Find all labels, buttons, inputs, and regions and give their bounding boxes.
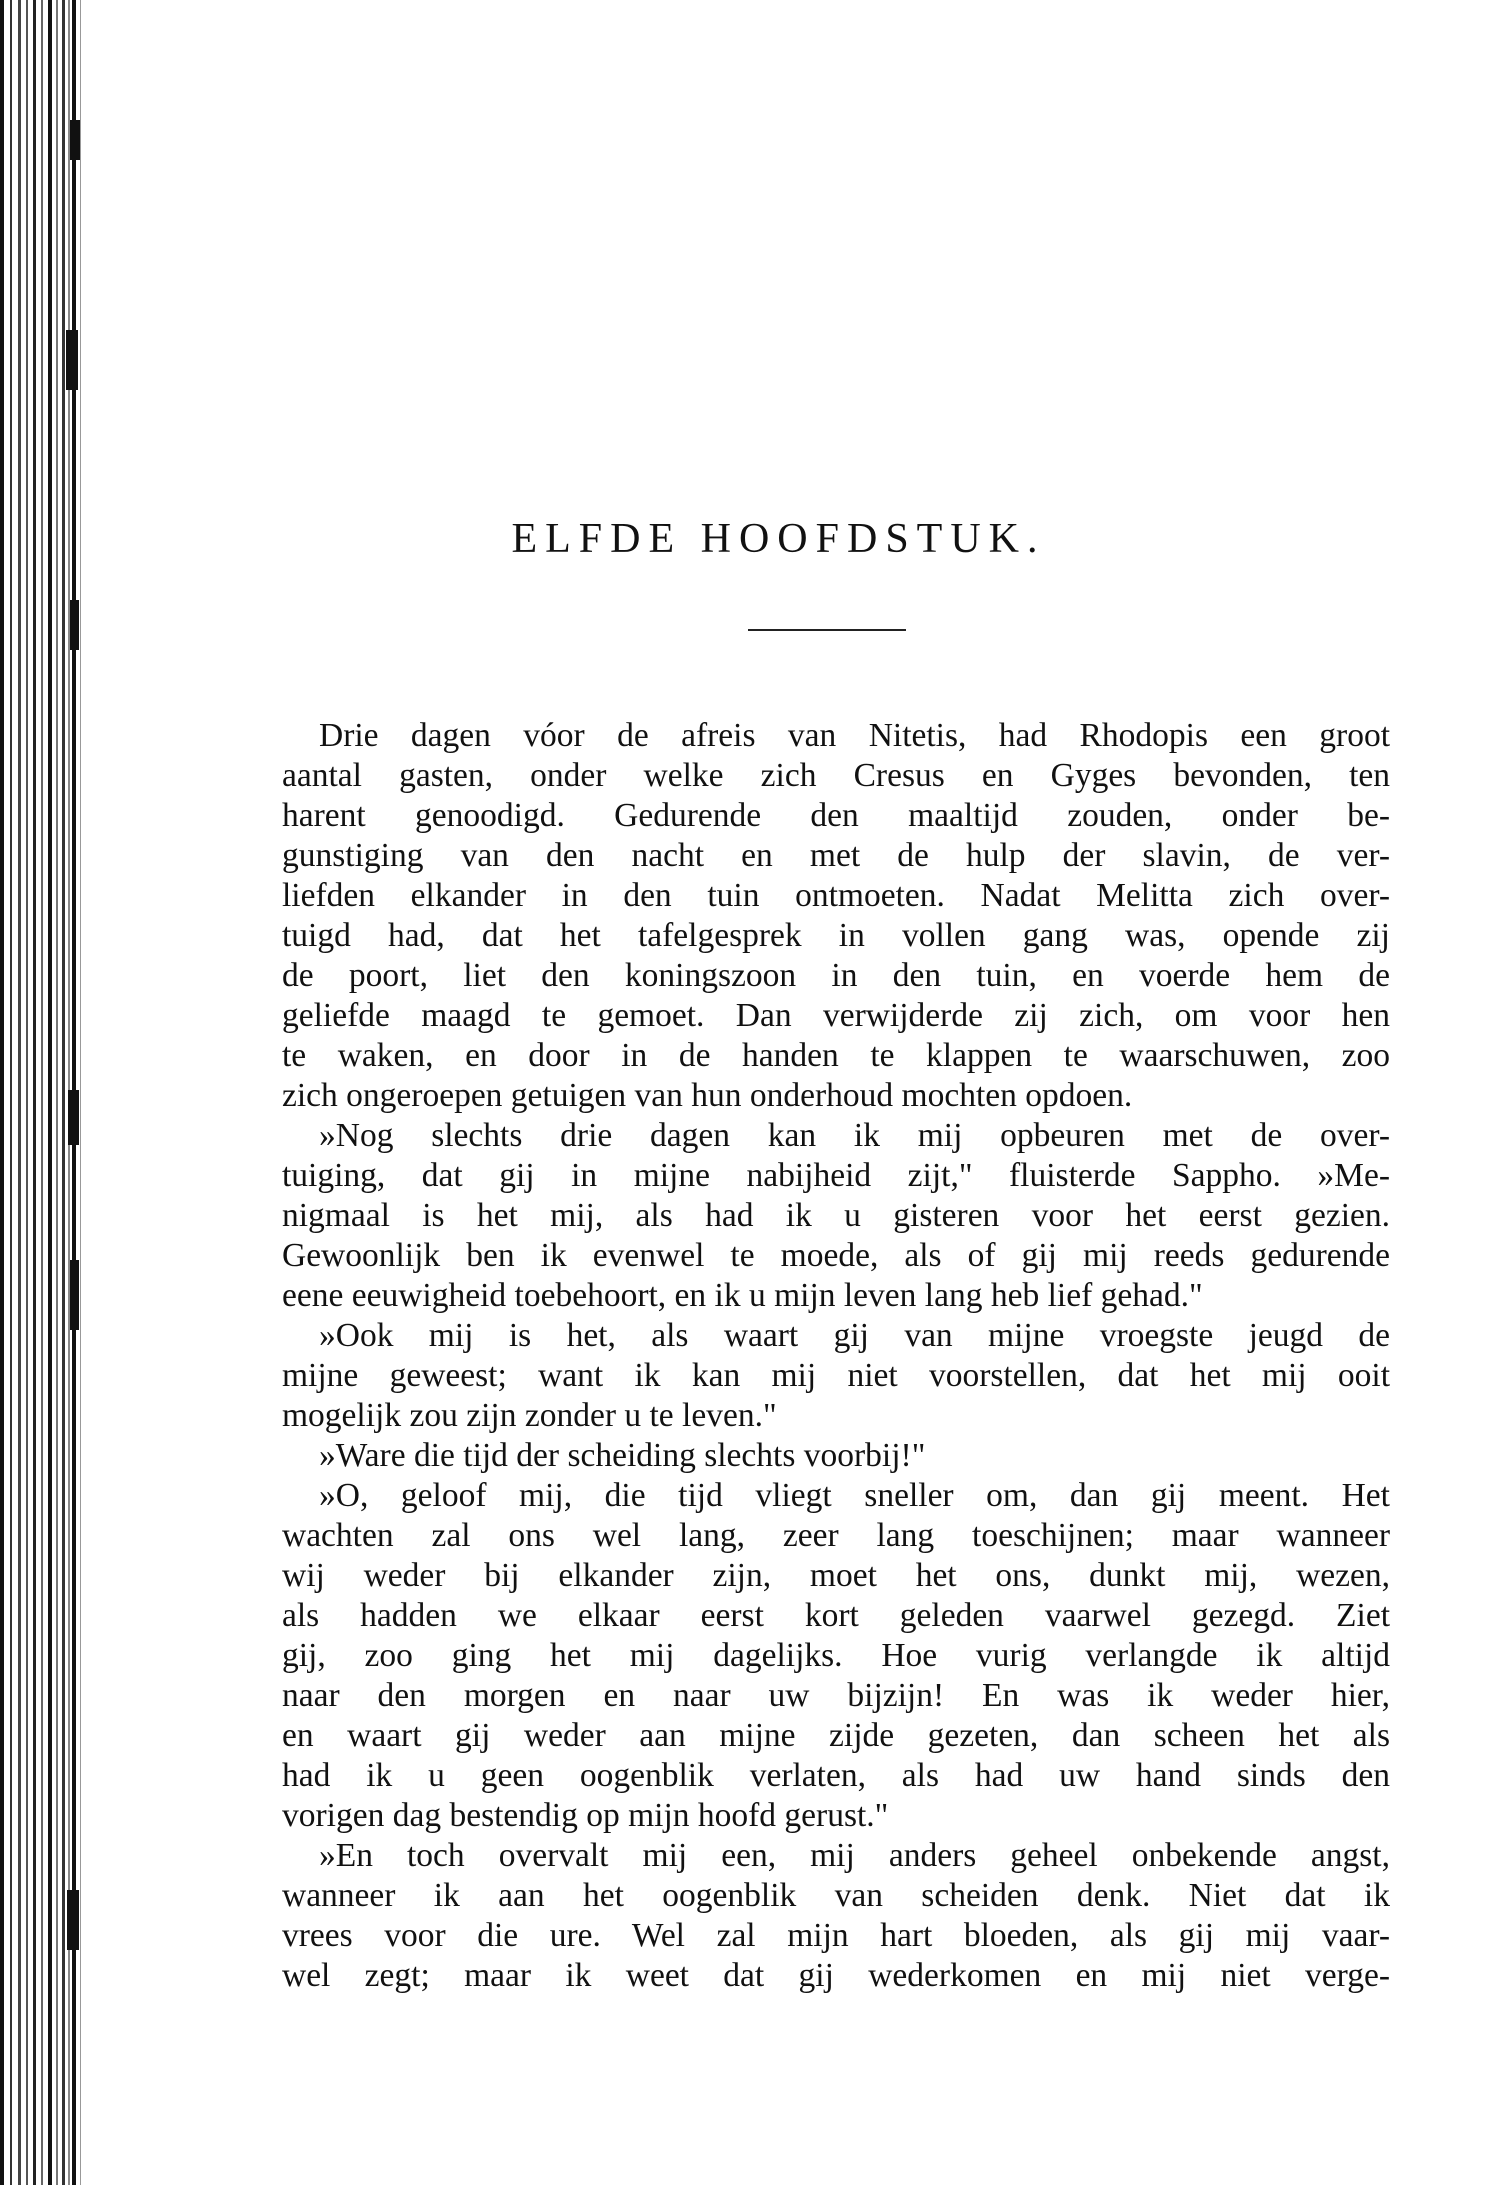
- text-line: tuiging, dat gij in mijne nabijheid zijt," fluisterde Sappho. »Me-: [282, 1157, 1390, 1194]
- text-line: wel zegt; maar ik weet dat gij wederkomen en mij niet verge-: [282, 1957, 1390, 1994]
- text-line: liefden elkander in den tuin ontmoeten. Nadat Melitta zich over-: [282, 877, 1390, 914]
- text-line: wij weder bij elkander zijn, moet het ons, dunkt mij, wezen,: [282, 1557, 1390, 1594]
- text-line: Gewoonlijk ben ik evenwel te moede, als of gij mij reeds gedurende: [282, 1237, 1390, 1274]
- text-line: harent genoodigd. Gedurende den maaltijd zouden, onder be-: [282, 797, 1390, 834]
- text-line: »Ware die tijd der scheiding slechts voorbij!": [319, 1437, 926, 1474]
- text-line: mogelijk zou zijn zonder u te leven.": [282, 1397, 777, 1434]
- text-line: nigmaal is het mij, als had ik u gisteren voor het eerst gezien.: [282, 1197, 1390, 1234]
- text-line: de poort, liet den koningszoon in den tuin, en voerde hem de: [282, 957, 1390, 994]
- text-line: tuigd had, dat het tafelgesprek in vollen gang was, opende zij: [282, 917, 1390, 954]
- text-line: en waart gij weder aan mijne zijde gezeten, dan scheen het als: [282, 1717, 1390, 1754]
- title-divider: [748, 629, 906, 631]
- chapter-text: [282, 716, 1390, 1996]
- text-line: Drie dagen vóor de afreis van Nitetis, had Rhodopis een groot: [319, 717, 1390, 754]
- text-line: aantal gasten, onder welke zich Cresus en Gyges bevonden, ten: [282, 757, 1390, 794]
- text-line: wanneer ik aan het oogenblik van scheiden denk. Niet dat ik: [282, 1877, 1390, 1914]
- text-line: »Nog slechts drie dagen kan ik mij opbeuren met de over-: [319, 1117, 1390, 1154]
- text-line: vrees voor die ure. Wel zal mijn hart bloeden, als gij mij vaar-: [282, 1917, 1390, 1954]
- text-line: geliefde maagd te gemoet. Dan verwijderde zij zich, om voor hen: [282, 997, 1390, 1034]
- text-line: eene eeuwigheid toebehoort, en ik u mijn leven lang heb lief gehad.": [282, 1277, 1203, 1314]
- text-line: »Ook mij is het, als waart gij van mijne vroegste jeugd de: [319, 1317, 1390, 1354]
- text-line: te waken, en door in de handen te klappen te waarschuwen, zoo: [282, 1037, 1390, 1074]
- text-line: gij, zoo ging het mij dagelijks. Hoe vurig verlangde ik altijd: [282, 1637, 1390, 1674]
- text-line: »O, geloof mij, die tijd vliegt sneller om, dan gij meent. Het: [319, 1477, 1390, 1514]
- text-line: als hadden we elkaar eerst kort geleden vaarwel gezegd. Ziet: [282, 1597, 1390, 1634]
- book-binding-edge: [0, 0, 95, 2185]
- text-line: vorigen dag bestendig op mijn hoofd gerust.": [282, 1797, 889, 1834]
- text-line: had ik u geen oogenblik verlaten, als had uw hand sinds den: [282, 1757, 1390, 1794]
- chapter-title: ELFDE HOOFDSTUK.: [511, 516, 1046, 562]
- text-line: »En toch overvalt mij een, mij anders geheel onbekende angst,: [319, 1837, 1390, 1874]
- text-line: wachten zal ons wel lang, zeer lang toeschijnen; maar wanneer: [282, 1517, 1390, 1554]
- text-line: gunstiging van den nacht en met de hulp der slavin, de ver-: [282, 837, 1390, 874]
- text-line: naar den morgen en naar uw bijzijn! En was ik weder hier,: [282, 1677, 1390, 1714]
- text-line: zich ongeroepen getuigen van hun onderhoud mochten opdoen.: [282, 1077, 1133, 1114]
- text-line: mijne geweest; want ik kan mij niet voorstellen, dat het mij ooit: [282, 1357, 1390, 1394]
